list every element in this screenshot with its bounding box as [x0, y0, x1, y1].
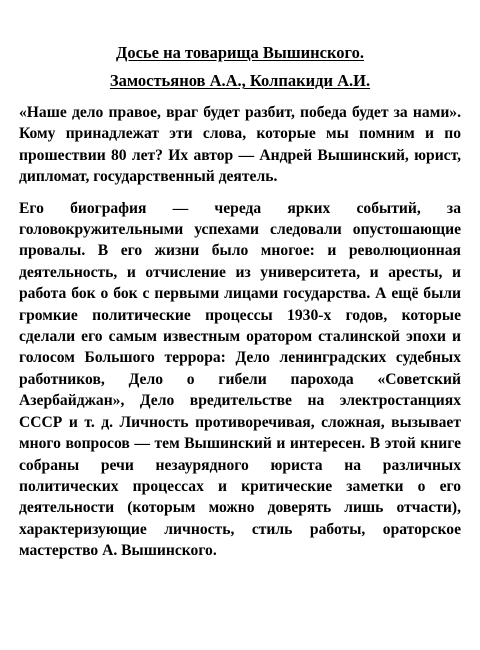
paragraph-quote-intro: «Наше дело правое, враг будет разбит, победа будет за нами». Кому принадлежат эти слова, которые мы помним и по прошествии 80 лет? Их автор — Андрей Вышинский, юрист, дипломат, государственный деятель. — [19, 104, 461, 186]
document-title: Досье на товарища Вышинского. — [115, 43, 364, 62]
document-authors: Замостьянов А.А., Колпакиди А.И. — [109, 71, 371, 90]
paragraph-biography: Его биография — череда ярких событий, за головокружительными успехами следовали опустошающие провалы. В его жизни было многое: и революционная деятельность, и отчисление из университета, и аресты, и работа бок о бок с первыми лицами государства. А ещё были громкие политические процессы 1930-х годов, которые сделали его самым известным оратором сталинской эпохи и голосом Большого террора: Дело ленинградских судебных работников, Дело о гибели парохода «Советский Азербайджан», Дело вредительстве на электростанциях СССР и т. д. Личность противоречивая, сложная, вызывает много вопросов — тем Вышинский и интересен. В этой книге собраны речи незаурядного юриста на различных политических процессах и критические заметки о его деятельности (которым можно доверять лишь отчасти), характеризующие личность, стиль работы, ораторское мастерство А. Вышинского. — [19, 199, 461, 560]
